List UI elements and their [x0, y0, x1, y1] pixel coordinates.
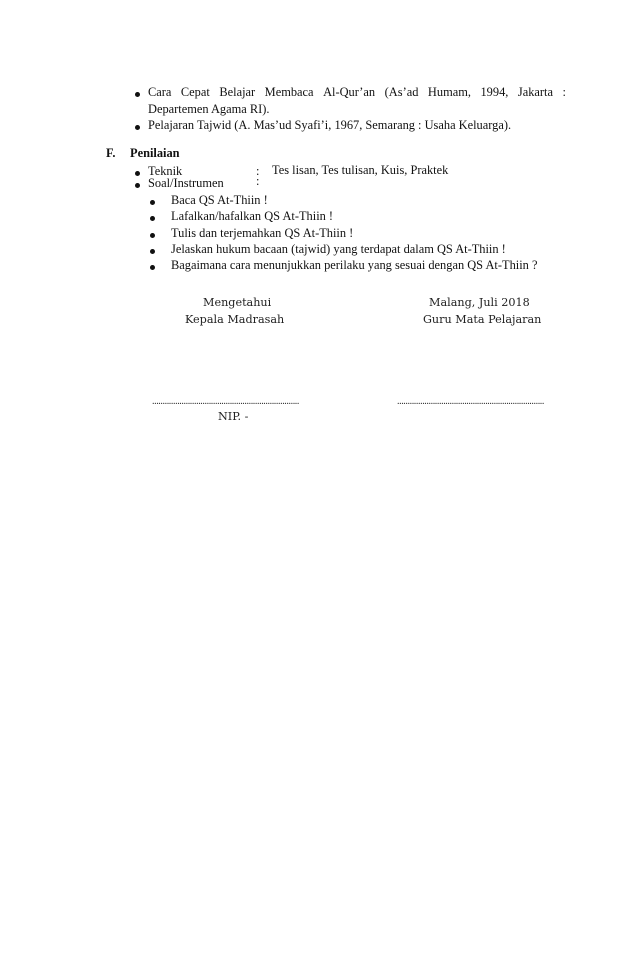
- right-signature-role: Guru Mata Pelajaran: [423, 313, 542, 326]
- left-signature-role: Kepala Madrasah: [185, 313, 285, 326]
- bullet-icon: [150, 216, 155, 221]
- question-item: Lafalkan/hafalkan QS At-Thiin !: [171, 209, 334, 223]
- bullet-icon: [135, 92, 140, 97]
- bullet-icon: [150, 233, 155, 238]
- soal-label: Soal/Instrumen: [148, 176, 224, 190]
- teknik-value: Tes lisan, Tes tulisan, Kuis, Praktek: [272, 163, 449, 177]
- teknik-label: Teknik: [148, 164, 183, 178]
- question-item: Baca QS At-Thiin !: [171, 193, 268, 207]
- left-signature-title: Mengetahui: [203, 296, 272, 309]
- left-signature-nip: NIP. -: [218, 410, 249, 423]
- reference-item-1-line-2: Departemen Agama RI).: [148, 102, 270, 116]
- reference-item-2: Pelajaran Tajwid (A. Mas’ud Syafi’i, 1967, Semarang : Usaha Keluarga).: [148, 118, 512, 132]
- bullet-icon: [150, 200, 155, 205]
- teknik-colon: :: [256, 164, 260, 178]
- soal-colon: :: [256, 174, 260, 188]
- bullet-icon: [135, 125, 140, 130]
- section-heading: Penilaian: [130, 146, 180, 160]
- bullet-icon: [135, 183, 140, 188]
- question-item: Jelaskan hukum bacaan (tajwid) yang terdapat dalam QS At-Thiin !: [171, 242, 506, 256]
- right-signature-place-date: Malang, Juli 2018: [429, 296, 530, 309]
- section-letter: F.: [106, 146, 116, 160]
- reference-item-1-line-1: Cara Cepat Belajar Membaca Al-Qur’an (As’ad Humam, 1994, Jakarta :: [148, 85, 566, 99]
- bullet-icon: [150, 265, 155, 270]
- bullet-icon: [150, 249, 155, 254]
- question-item: Bagaimana cara menunjukkan perilaku yang sesuai dengan QS At-Thiin ?: [171, 258, 538, 272]
- bullet-icon: [135, 171, 140, 176]
- left-signature-line: ......................................................................: [152, 396, 300, 407]
- question-item: Tulis dan terjemahkan QS At-Thiin !: [171, 226, 354, 240]
- right-signature-line: ......................................................................: [397, 396, 545, 407]
